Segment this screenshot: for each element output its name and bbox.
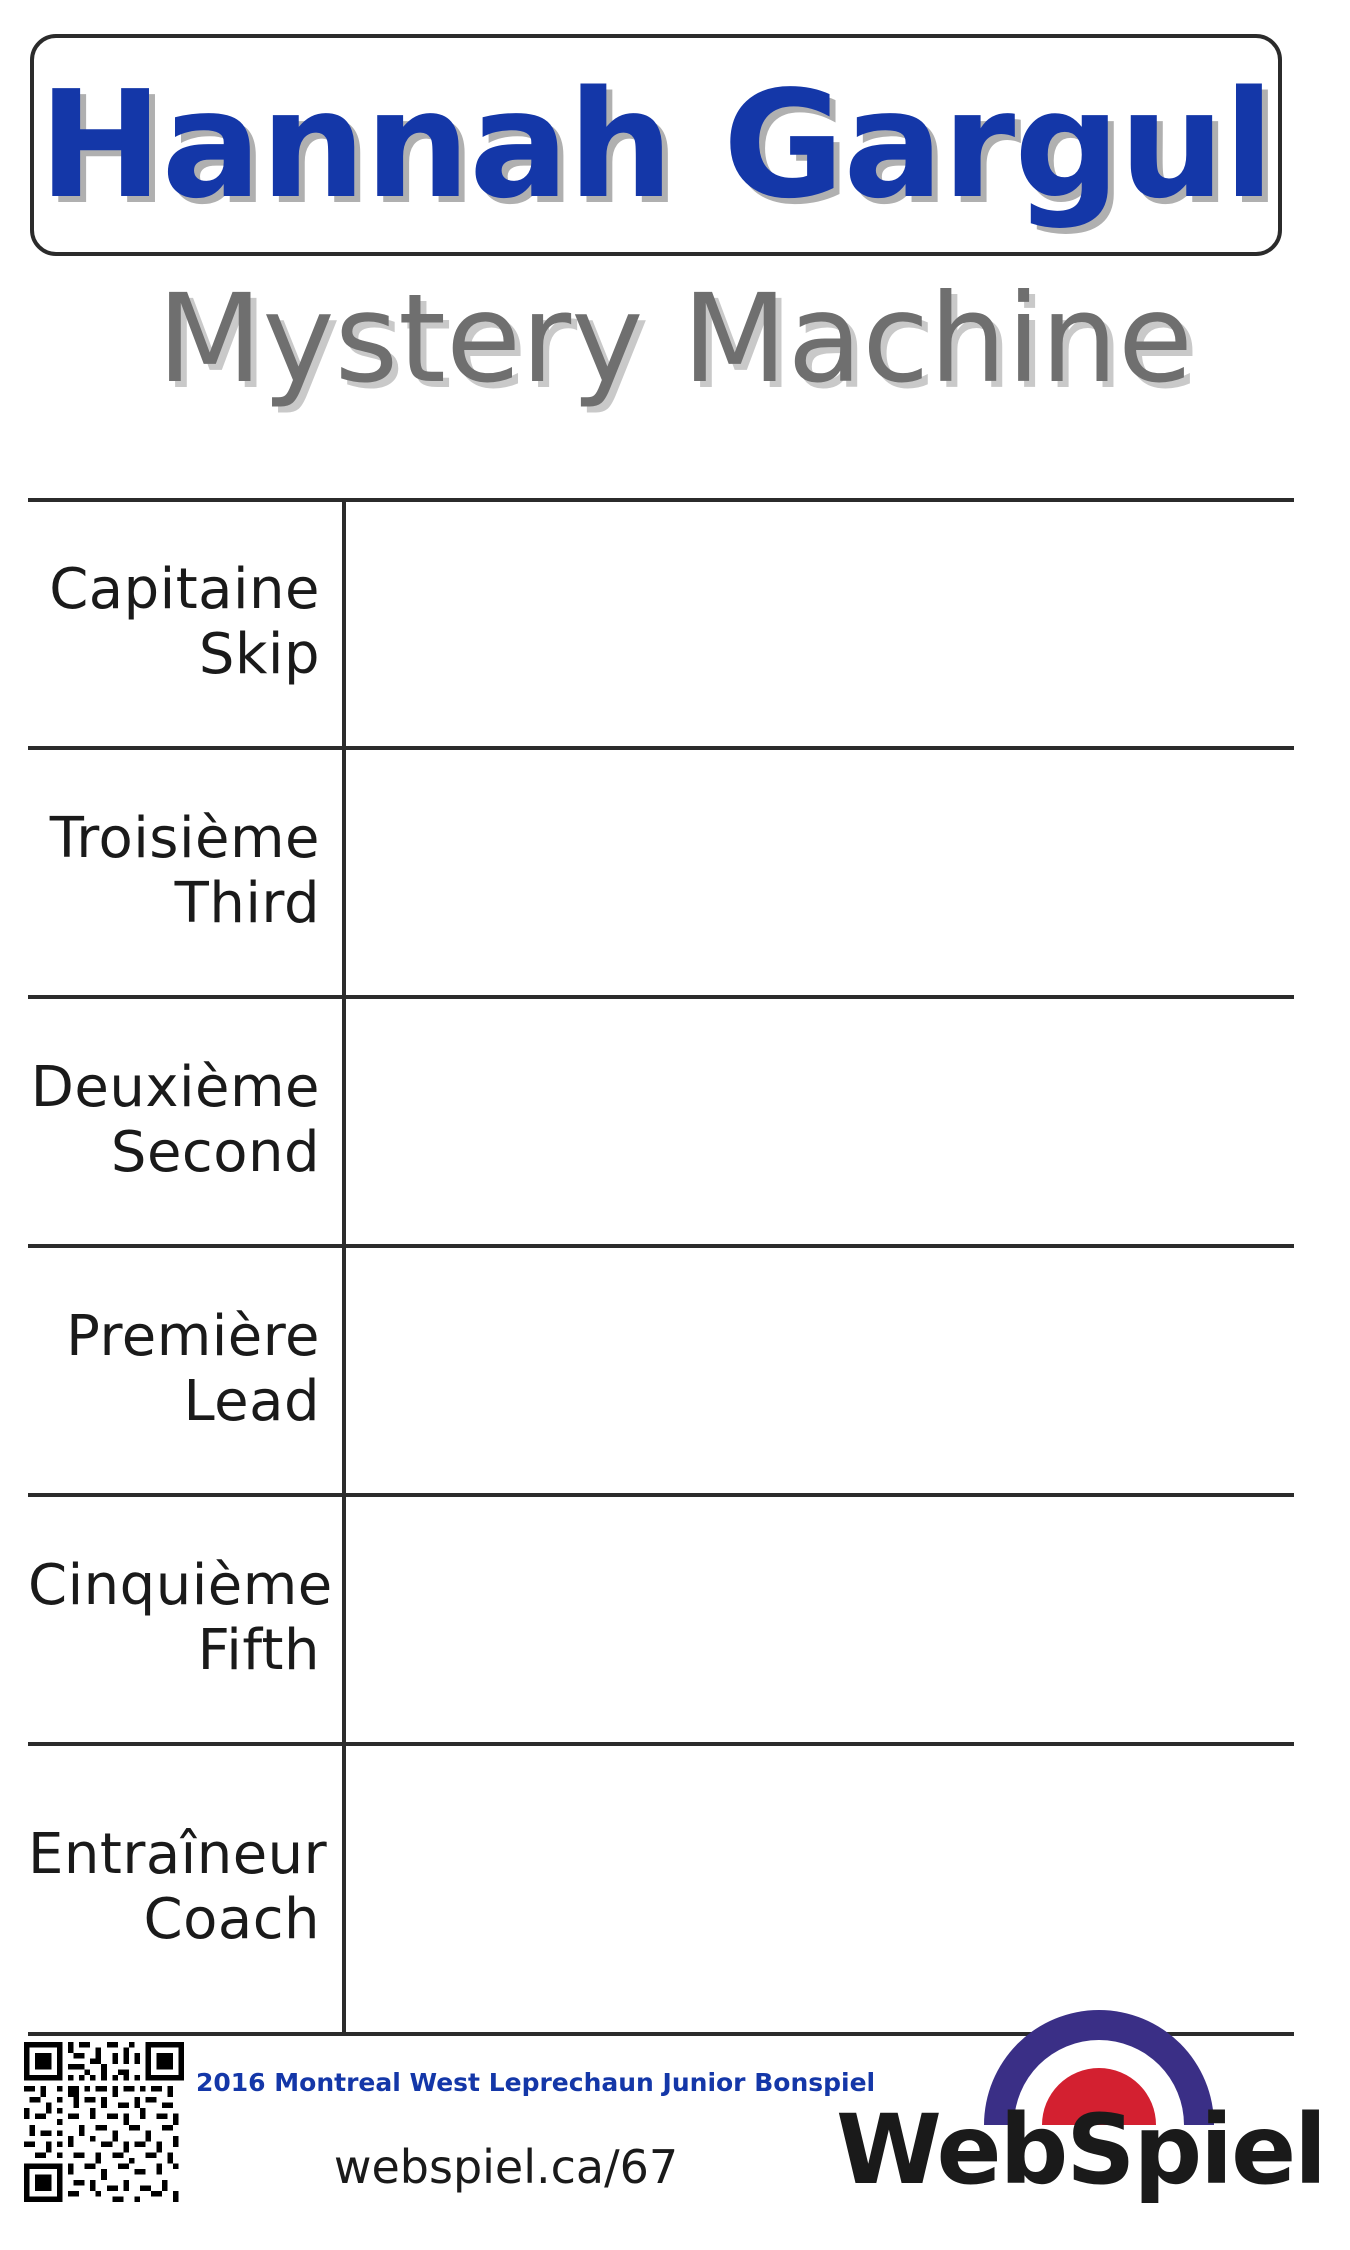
position-label-en: Coach [143,1887,320,1952]
position-label-fr: Troisième [49,805,320,871]
table-row [28,1494,1294,1743]
position-label-fr: Cinquième [28,1552,333,1618]
position-cell-lead [28,1245,342,1494]
table-row [28,1245,1294,1494]
player-field-coach[interactable] [342,1743,1294,2033]
position-label-en: Lead [183,1368,320,1434]
position-cell-fifth [28,1494,342,1743]
player-value [342,1365,1294,1375]
team-name: Mystery Machine [157,268,1193,410]
webspiel-logo [836,2010,1326,2222]
player-field-lead[interactable] [342,1245,1294,1494]
footer-url[interactable]: webspiel.ca/67 [333,2140,679,2194]
player-name-plate [30,34,1282,256]
player-field-skip[interactable] [342,498,1294,747]
roster-table [28,498,1294,2033]
position-label-en: Third [174,870,320,936]
position-cell-third [28,747,342,996]
player-value [342,867,1294,877]
logo-text: WebSpiel [836,2094,1326,2206]
position-cell-coach [28,1743,342,2033]
player-value [342,1883,1294,1893]
player-field-fifth[interactable] [342,1494,1294,1743]
position-label-fr: Deuxième [30,1054,320,1120]
position-label-fr: Entraîneur [28,1822,328,1888]
position-label-en: Second [110,1119,320,1185]
position-label-fr: Capitaine [49,556,320,622]
position-label-en: Skip [198,621,320,687]
position-label-fr: Première [66,1303,320,1369]
table-row [28,747,1294,996]
event-title: 2016 Montreal West Leprechaun Junior Bonspiel [196,2068,876,2097]
table-row [28,996,1294,1245]
table-row [28,1743,1294,2033]
position-cell-skip [28,498,342,747]
player-field-third[interactable] [342,747,1294,996]
page-title: Hannah Gargul [38,59,1274,231]
player-value [342,1116,1294,1126]
player-value [342,618,1294,628]
qr-code-icon[interactable] [24,2042,184,2202]
table-row [28,498,1294,747]
position-cell-second [28,996,342,1245]
position-label-en: Fifth [197,1617,320,1683]
player-field-second[interactable] [342,996,1294,1245]
player-value [342,1614,1294,1624]
